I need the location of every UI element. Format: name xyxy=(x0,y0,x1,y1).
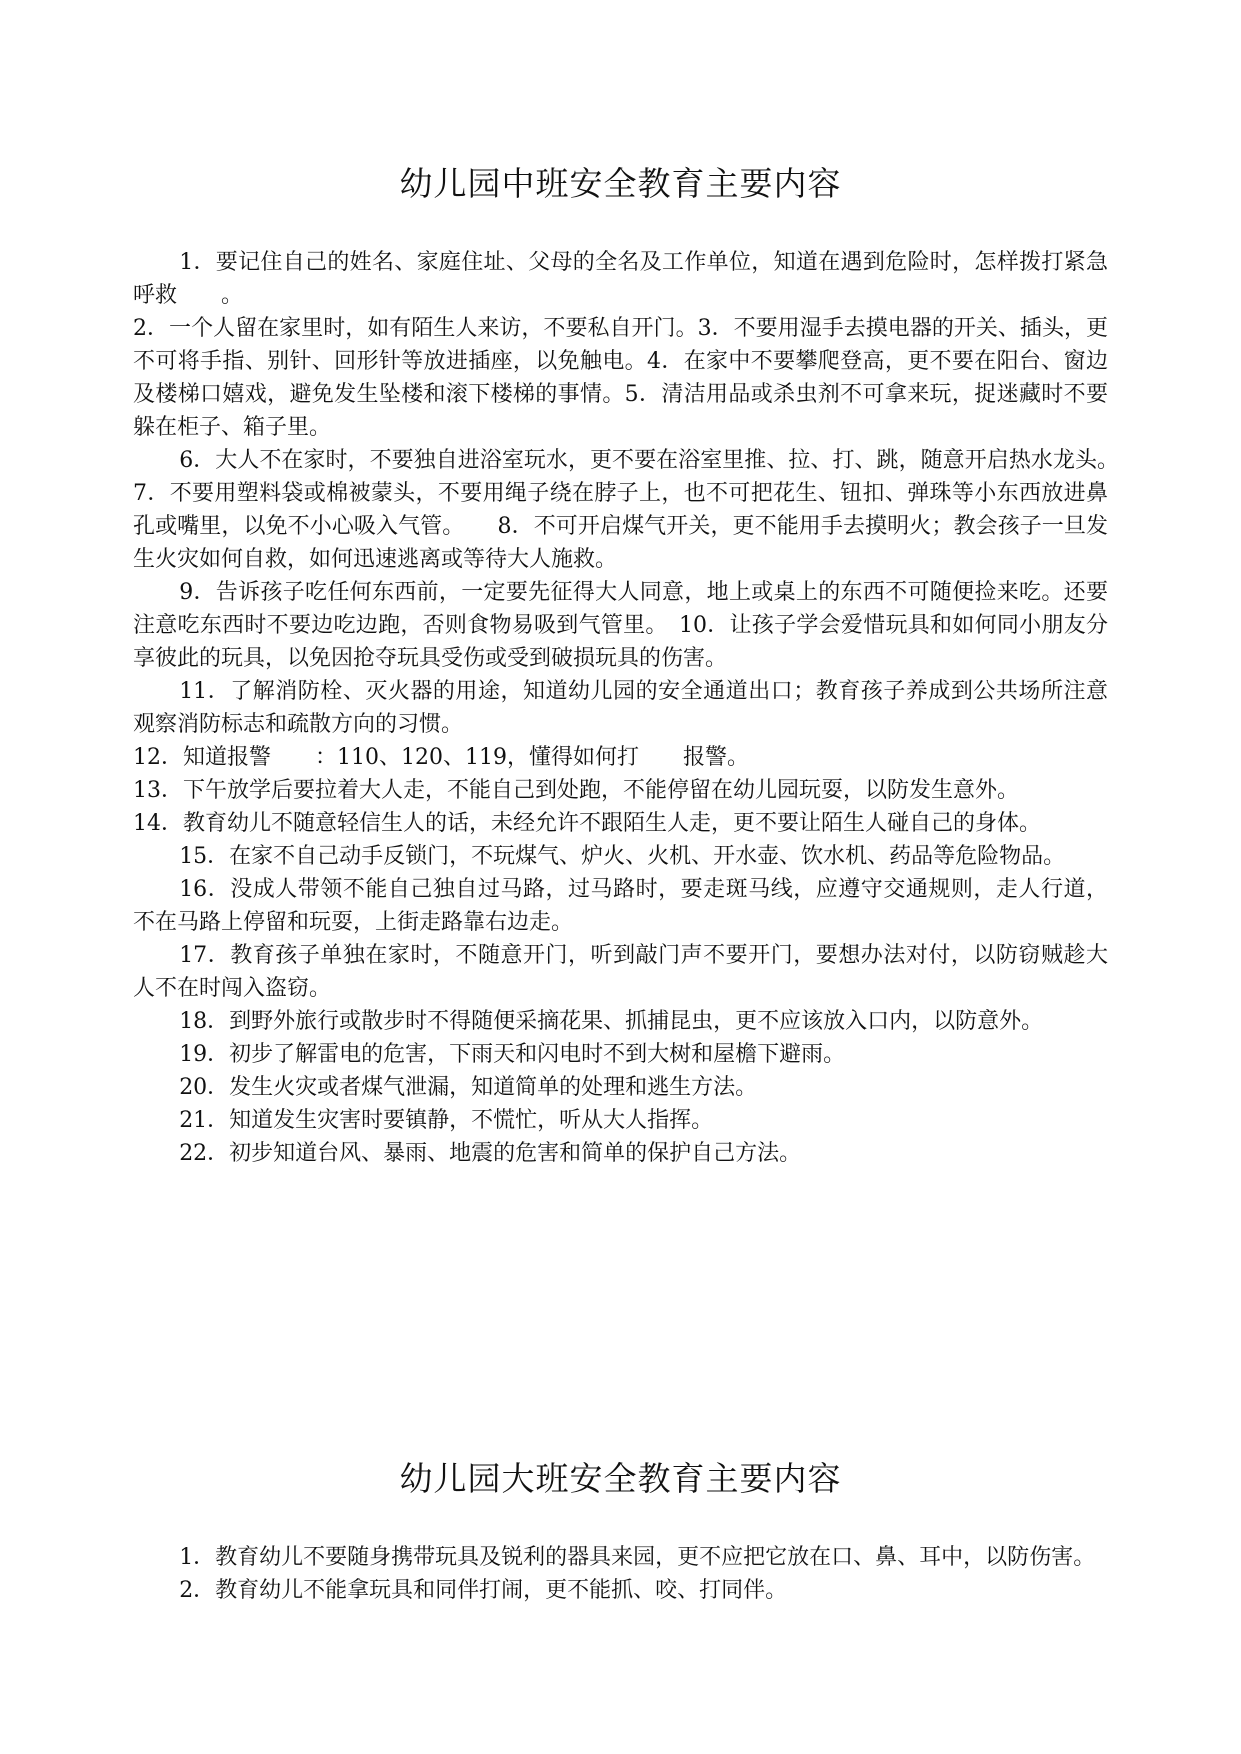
paragraph-item: 12．知道报警 ：110、120、119，懂得如何打 报警。 xyxy=(133,745,749,770)
section-title: 幼儿园大班安全教育主要内容 xyxy=(399,1459,842,1498)
paragraph-item: 21．知道发生灾害时要镇静，不慌忙，听从大人指挥。 xyxy=(179,1108,714,1133)
paragraph-item: 19．初步了解雷电的危害，下雨天和闪电时不到大树和屋檐下避雨。 xyxy=(179,1042,846,1067)
paragraph-item: 1．教育幼儿不要随身携带玩具及锐利的器具来园，更不应把它放在口、鼻、耳中，以防伤害。 xyxy=(179,1545,1096,1570)
paragraph-item: 9．告诉孩子吃任何东西前，一定要先征得大人同意，地上或桌上的东西不可随便捡来吃。还要注意吃东西时不要边吃边跑，否则食物易吸到气管里。 10．让孩子学会爱惜玩具和如何同小朋友分享彼此的玩具，以免因抢夺玩具受伤或受到破损玩具的伤害。 xyxy=(133,580,1108,671)
paragraph-item: 11．了解消防栓、灭火器的用途，知道幼儿园的安全通道出口；教育孩子养成到公共场所注意观察消防标志和疏散方向的习惯。 xyxy=(133,679,1108,737)
paragraph-item: 17．教育孩子单独在家时，不随意开门，听到敲门声不要开门，要想办法对付，以防窃贼趁大人不在时闯入盗窃。 xyxy=(133,943,1108,1001)
section-senior-class xyxy=(133,1455,1108,1607)
paragraph-item: 1．要记住自己的姓名、家庭住址、父母的全名及工作单位，知道在遇到危险时，怎样拨打紧急呼救 。 xyxy=(133,250,1108,308)
paragraph-item: 2．一个人留在家里时，如有陌生人来访，不要私自开门。3．不要用湿手去摸电器的开关、插头，更不可将手指、别针、回形针等放进插座，以免触电。4．在家中不要攀爬登高，更不要在阳台、窗边及楼梯口嬉戏，避免发生坠楼和滚下楼梯的事情。5．清洁用品或杀虫剂不可拿来玩，捉迷藏时不要躲在柜子、箱子里。 xyxy=(133,316,1108,440)
paragraph-item: 14．教育幼儿不随意轻信生人的话，未经允许不跟陌生人走，更不要让陌生人碰自己的身体。 xyxy=(133,811,1041,836)
section-body xyxy=(133,1541,1108,1607)
paragraph-item: 13．下午放学后要拉着大人走，不能自己到处跑，不能停留在幼儿园玩耍，以防发生意外。 xyxy=(133,778,1019,803)
section-middle-class xyxy=(133,160,1153,1170)
section-body xyxy=(133,246,1153,1170)
paragraph-item: 22．初步知道台风、暴雨、地震的危害和简单的保护自己方法。 xyxy=(179,1141,802,1166)
paragraph-item: 20．发生火灾或者煤气泄漏，知道简单的处理和逃生方法。 xyxy=(179,1075,758,1100)
paragraph-item: 15．在家不自己动手反锁门，不玩煤气、炉火、火机、开水壶、饮水机、药品等危险物品。 xyxy=(179,844,1066,869)
paragraph-item: 6．大人不在家时，不要独自进浴室玩水，更不要在浴室里推、拉、打、跳，随意开启热水龙头。 7．不要用塑料袋或棉被蒙头，不要用绳子绕在脖子上，也不可把花生、钮扣、弹珠等小东西放进鼻孔或嘴里，以免不小心吸入气管。 8．不可开启煤气开关，更不能用手去摸明火；教会孩子一旦发生火灾如何自救，如何迅速逃离或等待大人施救。 xyxy=(133,448,1153,572)
paragraph-item: 16．没成人带领不能自己独自过马路，过马路时，要走斑马线，应遵守交通规则，走人行道，不在马路上停留和玩耍，上街走路靠右边走。 xyxy=(133,877,1108,935)
section-title: 幼儿园中班安全教育主要内容 xyxy=(399,164,842,203)
paragraph-item: 18．到野外旅行或散步时不得随便采摘花果、抓捕昆虫，更不应该放入口内，以防意外。 xyxy=(179,1009,1044,1034)
paragraph-item: 2．教育幼儿不能拿玩具和同伴打闹，更不能抓、咬、打同伴。 xyxy=(179,1578,788,1603)
